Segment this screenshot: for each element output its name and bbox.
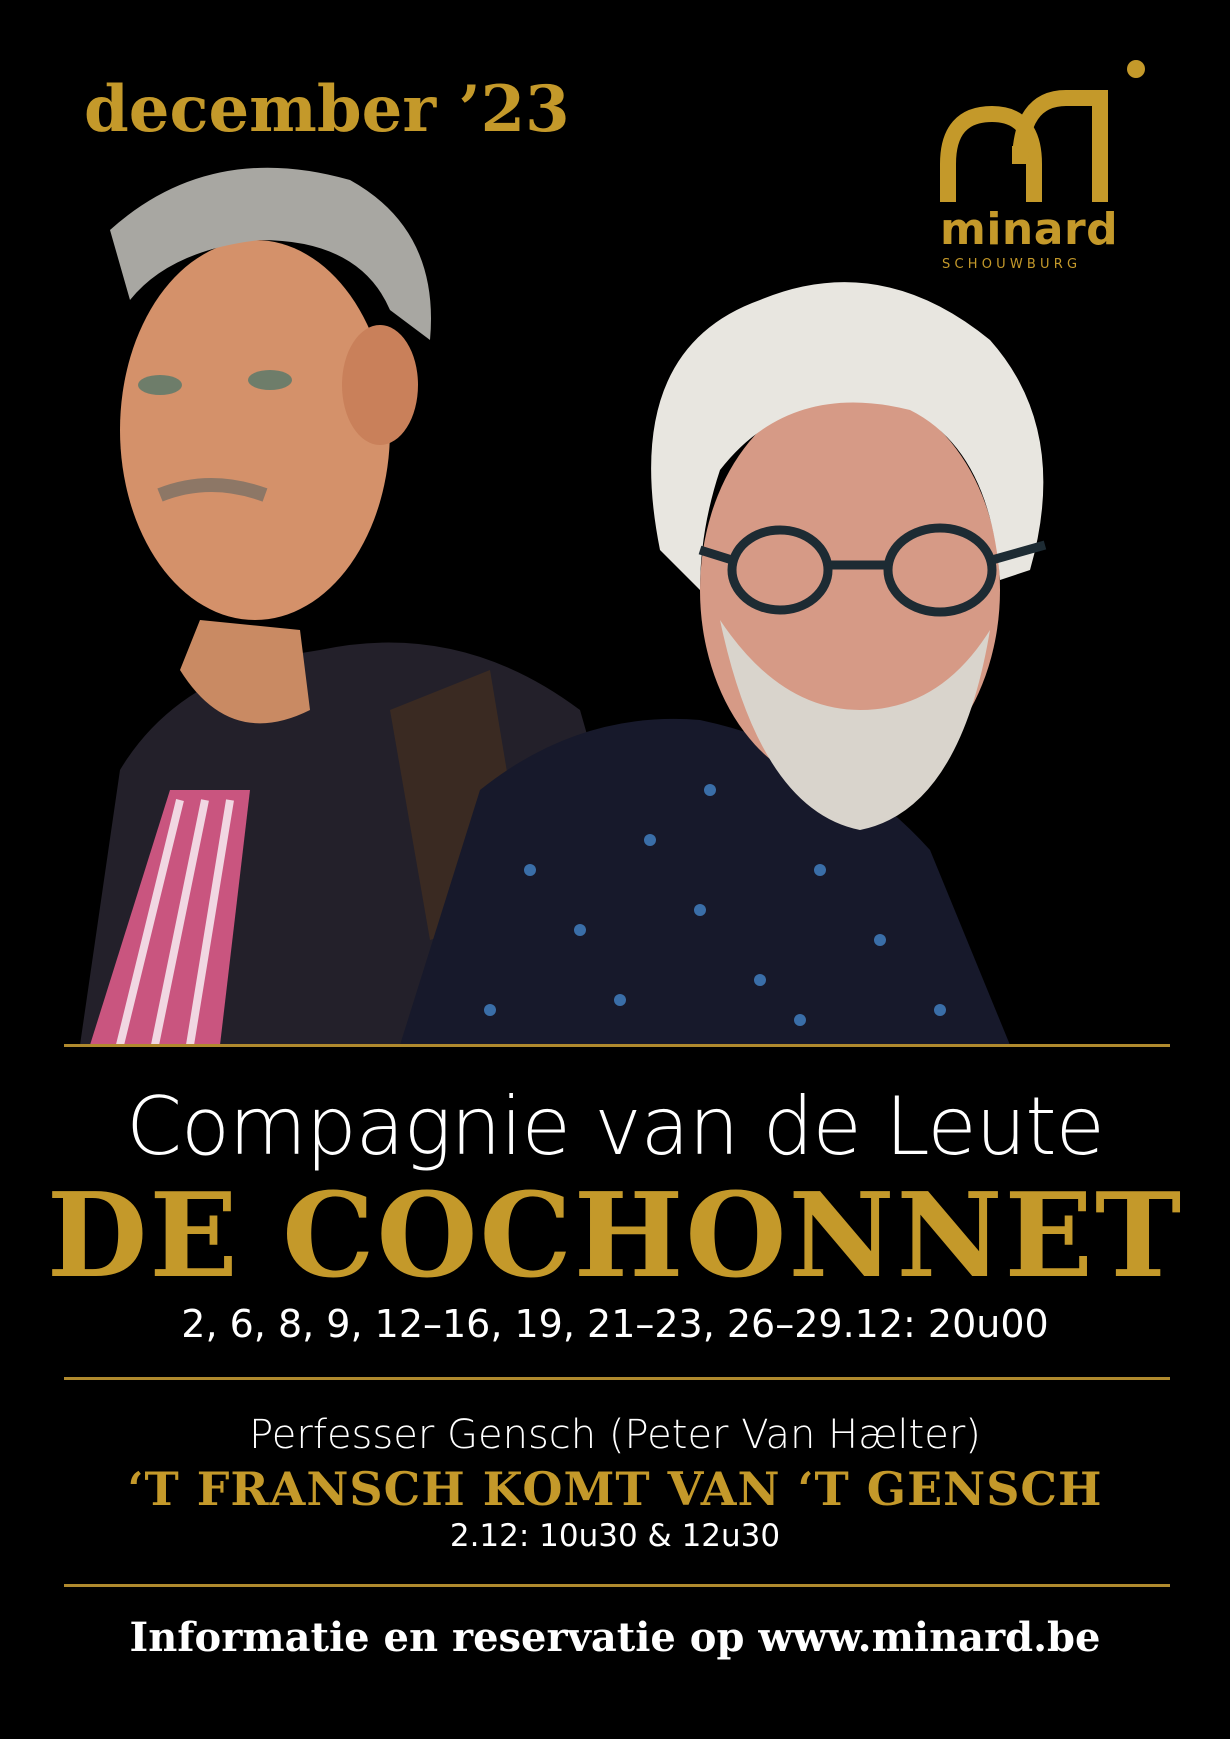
logo-wordmark: minard	[940, 204, 1119, 255]
left-actor-face	[120, 240, 390, 620]
divider	[64, 1377, 1170, 1380]
reservation-info: Informatie en reservatie op www.minard.be	[129, 1614, 1101, 1661]
divider	[64, 1584, 1170, 1587]
show-dates: 2, 6, 8, 9, 12–16, 19, 21–23, 26–29.12: 20u00	[181, 1302, 1049, 1346]
second-show-artist: Perfesser Gensch (Peter Van Hælter)	[249, 1412, 981, 1458]
logo-subtitle: SCHOUWBURG	[942, 257, 1082, 272]
divider	[64, 1044, 1170, 1047]
show-title: DE COCHONNET	[46, 1168, 1184, 1304]
actors-photo	[60, 150, 1170, 1045]
second-show-dates: 2.12: 10u30 & 12u30	[449, 1518, 781, 1554]
second-show-title: ‘T FRANSCH KOMT VAN ‘T GENSCH	[127, 1462, 1103, 1516]
month-heading: december ’23	[84, 72, 570, 147]
company-name: Compagnie van de Leute	[126, 1080, 1104, 1173]
